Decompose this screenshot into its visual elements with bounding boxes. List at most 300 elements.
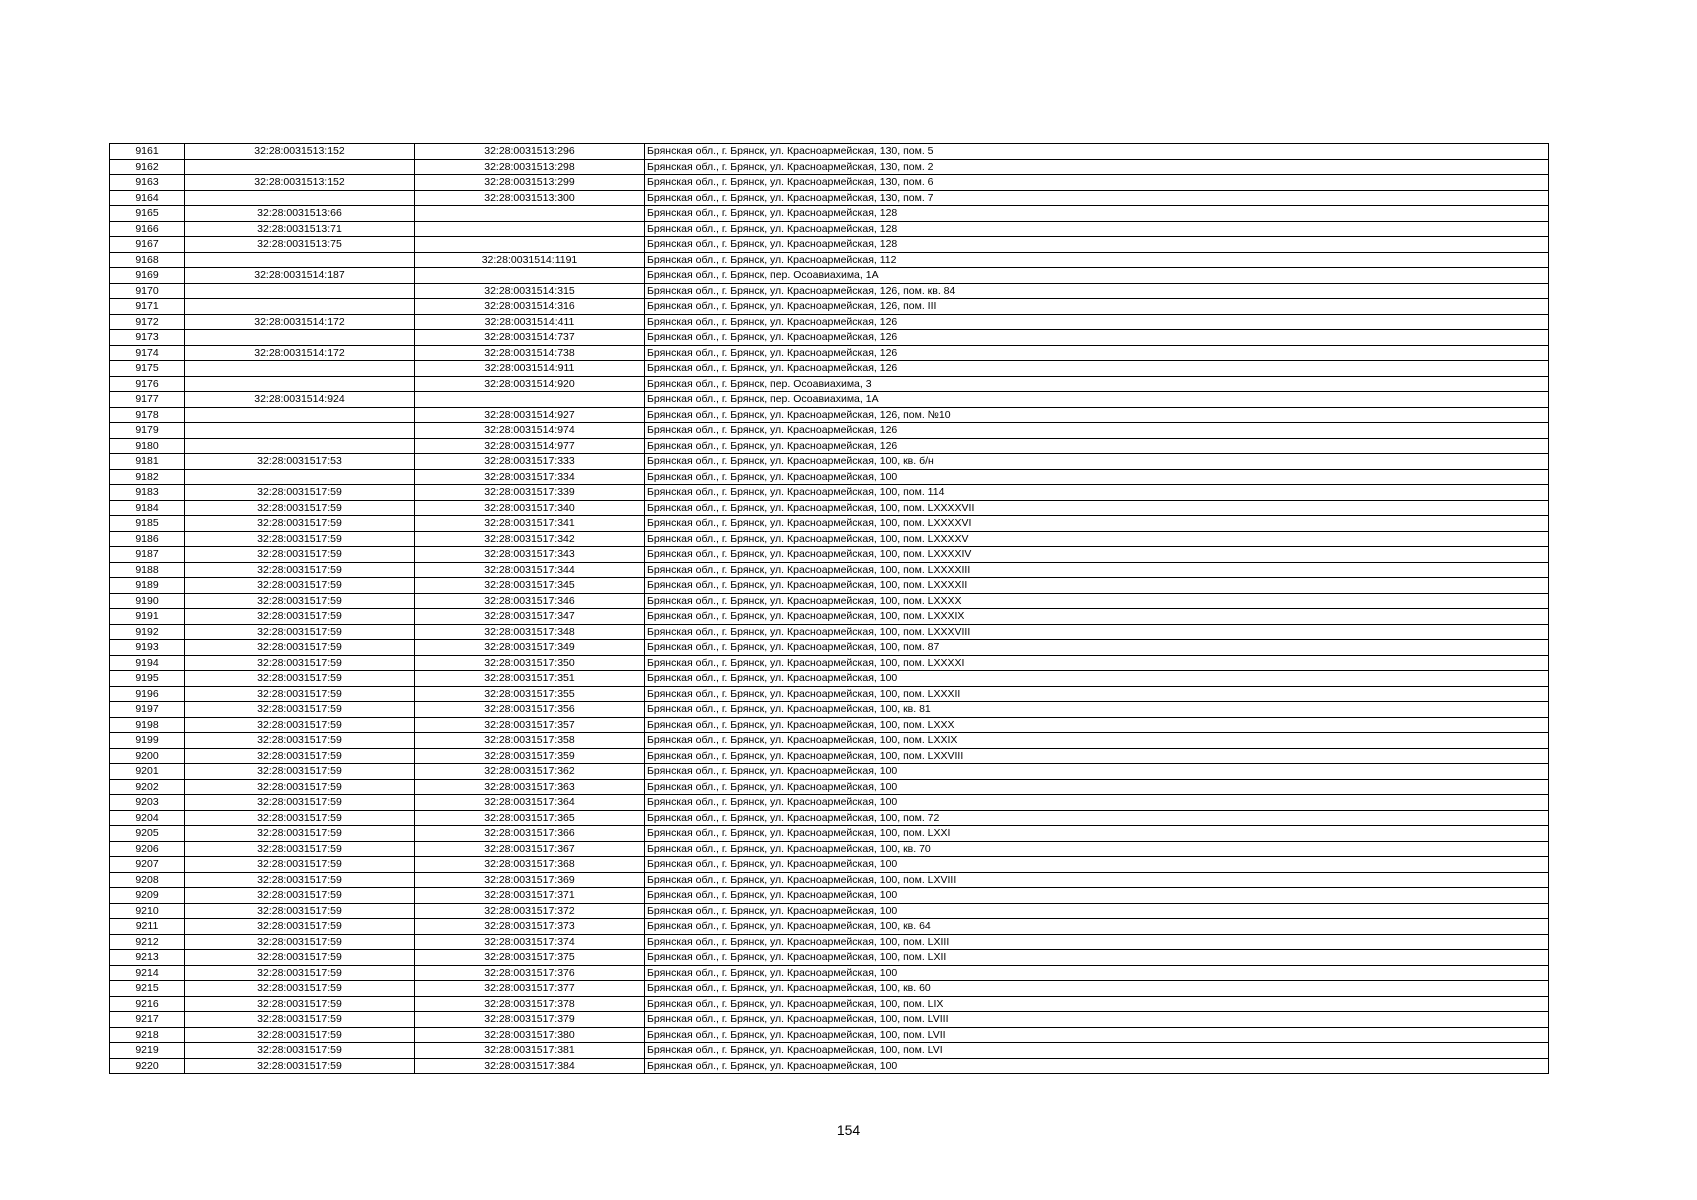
table-row xyxy=(110,345,1549,361)
row-number-cell: 9203 xyxy=(110,795,185,811)
object-number-cell: 32:28:0031514:1191 xyxy=(415,252,645,268)
parcel-number-cell: 32:28:0031517:59 xyxy=(185,671,415,687)
object-number-cell: 32:28:0031517:374 xyxy=(415,934,645,950)
row-number-cell: 9176 xyxy=(110,376,185,392)
object-number-cell: 32:28:0031517:351 xyxy=(415,671,645,687)
parcel-number-cell: 32:28:0031514:172 xyxy=(185,345,415,361)
row-number-cell: 9194 xyxy=(110,655,185,671)
parcel-number-cell: 32:28:0031517:59 xyxy=(185,578,415,594)
row-number-cell: 9204 xyxy=(110,810,185,826)
table-row xyxy=(110,361,1549,377)
object-number-cell: 32:28:0031517:376 xyxy=(415,965,645,981)
object-number-cell: 32:28:0031513:299 xyxy=(415,175,645,191)
object-number-cell: 32:28:0031517:333 xyxy=(415,454,645,470)
address-cell: Брянская обл., г. Брянск, ул. Красноармейская, 100, кв. б/н xyxy=(645,454,1549,470)
row-number-cell: 9164 xyxy=(110,190,185,206)
table-row xyxy=(110,841,1549,857)
row-number-cell: 9202 xyxy=(110,779,185,795)
object-number-cell: 32:28:0031517:369 xyxy=(415,872,645,888)
row-number-cell: 9199 xyxy=(110,733,185,749)
table-row xyxy=(110,469,1549,485)
table-row xyxy=(110,640,1549,656)
object-number-cell: 32:28:0031517:365 xyxy=(415,810,645,826)
page-number: 154 xyxy=(836,1122,861,1138)
parcel-number-cell: 32:28:0031517:59 xyxy=(185,965,415,981)
object-number-cell: 32:28:0031517:356 xyxy=(415,702,645,718)
address-cell: Брянская обл., г. Брянск, ул. Красноармейская, 100, пом. LXII xyxy=(645,950,1549,966)
object-number-cell: 32:28:0031517:373 xyxy=(415,919,645,935)
object-number-cell: 32:28:0031517:380 xyxy=(415,1027,645,1043)
object-number-cell: 32:28:0031517:347 xyxy=(415,609,645,625)
table-row xyxy=(110,810,1549,826)
row-number-cell: 9209 xyxy=(110,888,185,904)
address-cell: Брянская обл., г. Брянск, ул. Красноармейская, 100 xyxy=(645,469,1549,485)
object-number-cell: 32:28:0031513:298 xyxy=(415,159,645,175)
table-row xyxy=(110,671,1549,687)
row-number-cell: 9183 xyxy=(110,485,185,501)
object-number-cell: 32:28:0031514:911 xyxy=(415,361,645,377)
object-number-cell: 32:28:0031517:359 xyxy=(415,748,645,764)
address-cell: Брянская обл., г. Брянск, ул. Красноармейская, 100 xyxy=(645,857,1549,873)
object-number-cell: 32:28:0031517:377 xyxy=(415,981,645,997)
address-cell: Брянская обл., г. Брянск, пер. Осоавиахима, 1А xyxy=(645,392,1549,408)
table-row xyxy=(110,609,1549,625)
table-row xyxy=(110,996,1549,1012)
object-number-cell: 32:28:0031517:378 xyxy=(415,996,645,1012)
row-number-cell: 9162 xyxy=(110,159,185,175)
row-number-cell: 9189 xyxy=(110,578,185,594)
object-number-cell xyxy=(415,392,645,408)
row-number-cell: 9192 xyxy=(110,624,185,640)
object-number-cell: 32:28:0031517:350 xyxy=(415,655,645,671)
address-cell: Брянская обл., г. Брянск, ул. Красноармейская, 100, пом. LXXXIX xyxy=(645,609,1549,625)
table-row xyxy=(110,903,1549,919)
table-row xyxy=(110,392,1549,408)
object-number-cell: 32:28:0031517:346 xyxy=(415,593,645,609)
table-row xyxy=(110,795,1549,811)
row-number-cell: 9168 xyxy=(110,252,185,268)
parcel-number-cell: 32:28:0031517:59 xyxy=(185,795,415,811)
parcel-number-cell xyxy=(185,283,415,299)
table-row xyxy=(110,531,1549,547)
object-number-cell: 32:28:0031514:927 xyxy=(415,407,645,423)
address-cell: Брянская обл., г. Брянск, ул. Красноармейская, 100 xyxy=(645,764,1549,780)
row-number-cell: 9163 xyxy=(110,175,185,191)
row-number-cell: 9201 xyxy=(110,764,185,780)
parcel-number-cell: 32:28:0031517:59 xyxy=(185,547,415,563)
address-cell: Брянская обл., г. Брянск, ул. Красноармейская, 100, пом. LXXXXIV xyxy=(645,547,1549,563)
object-number-cell: 32:28:0031517:367 xyxy=(415,841,645,857)
parcel-number-cell: 32:28:0031517:59 xyxy=(185,996,415,1012)
row-number-cell: 9219 xyxy=(110,1043,185,1059)
object-number-cell: 32:28:0031514:411 xyxy=(415,314,645,330)
row-number-cell: 9187 xyxy=(110,547,185,563)
table-row xyxy=(110,175,1549,191)
parcel-number-cell: 32:28:0031517:59 xyxy=(185,981,415,997)
table-row xyxy=(110,733,1549,749)
address-cell: Брянская обл., г. Брянск, ул. Красноармейская, 126 xyxy=(645,423,1549,439)
address-cell: Брянская обл., г. Брянск, ул. Красноармейская, 100, пом. LXXXX xyxy=(645,593,1549,609)
object-number-cell: 32:28:0031517:345 xyxy=(415,578,645,594)
table-row xyxy=(110,764,1549,780)
table-row xyxy=(110,407,1549,423)
parcel-number-cell: 32:28:0031517:59 xyxy=(185,779,415,795)
row-number-cell: 9184 xyxy=(110,500,185,516)
table-row xyxy=(110,314,1549,330)
row-number-cell: 9178 xyxy=(110,407,185,423)
object-number-cell: 32:28:0031517:381 xyxy=(415,1043,645,1059)
parcel-number-cell: 32:28:0031517:59 xyxy=(185,717,415,733)
parcel-number-cell xyxy=(185,438,415,454)
table-row xyxy=(110,1012,1549,1028)
parcel-number-cell: 32:28:0031517:59 xyxy=(185,593,415,609)
row-number-cell: 9213 xyxy=(110,950,185,966)
parcel-number-cell: 32:28:0031513:71 xyxy=(185,221,415,237)
parcel-number-cell: 32:28:0031517:59 xyxy=(185,872,415,888)
parcel-number-cell: 32:28:0031513:66 xyxy=(185,206,415,222)
address-cell: Брянская обл., г. Брянск, ул. Красноармейская, 100, пом. LXVIII xyxy=(645,872,1549,888)
row-number-cell: 9172 xyxy=(110,314,185,330)
table-row xyxy=(110,500,1549,516)
table-row xyxy=(110,872,1549,888)
object-number-cell: 32:28:0031517:344 xyxy=(415,562,645,578)
parcel-number-cell xyxy=(185,423,415,439)
table-row xyxy=(110,252,1549,268)
document-table xyxy=(109,143,1549,1074)
address-cell: Брянская обл., г. Брянск, ул. Красноармейская, 130, пом. 2 xyxy=(645,159,1549,175)
address-cell: Брянская обл., г. Брянск, ул. Красноармейская, 126, пом. III xyxy=(645,299,1549,315)
parcel-number-cell: 32:28:0031517:59 xyxy=(185,624,415,640)
table-row xyxy=(110,438,1549,454)
object-number-cell: 32:28:0031517:372 xyxy=(415,903,645,919)
table-row xyxy=(110,965,1549,981)
parcel-number-cell: 32:28:0031517:59 xyxy=(185,655,415,671)
row-number-cell: 9165 xyxy=(110,206,185,222)
address-cell: Брянская обл., г. Брянск, ул. Красноармейская, 100 xyxy=(645,1058,1549,1074)
table-row xyxy=(110,748,1549,764)
table-row xyxy=(110,1058,1549,1074)
address-cell: Брянская обл., г. Брянск, ул. Красноармейская, 100, пом. LXXI xyxy=(645,826,1549,842)
row-number-cell: 9161 xyxy=(110,144,185,160)
address-cell: Брянская обл., г. Брянск, ул. Красноармейская, 126 xyxy=(645,314,1549,330)
table-row xyxy=(110,655,1549,671)
row-number-cell: 9215 xyxy=(110,981,185,997)
row-number-cell: 9197 xyxy=(110,702,185,718)
address-cell: Брянская обл., г. Брянск, ул. Красноармейская, 100, кв. 81 xyxy=(645,702,1549,718)
row-number-cell: 9169 xyxy=(110,268,185,284)
object-number-cell: 32:28:0031517:341 xyxy=(415,516,645,532)
table-row xyxy=(110,826,1549,842)
table-row xyxy=(110,190,1549,206)
address-cell: Брянская обл., г. Брянск, ул. Красноармейская, 128 xyxy=(645,237,1549,253)
address-cell: Брянская обл., г. Брянск, ул. Красноармейская, 100 xyxy=(645,671,1549,687)
address-cell: Брянская обл., г. Брянск, ул. Красноармейская, 100, пом. LXXXII xyxy=(645,686,1549,702)
address-cell: Брянская обл., г. Брянск, ул. Красноармейская, 100, пом. 72 xyxy=(645,810,1549,826)
parcel-number-cell: 32:28:0031517:59 xyxy=(185,500,415,516)
row-number-cell: 9214 xyxy=(110,965,185,981)
row-number-cell: 9208 xyxy=(110,872,185,888)
address-cell: Брянская обл., г. Брянск, ул. Красноармейская, 130, пом. 6 xyxy=(645,175,1549,191)
table-row xyxy=(110,702,1549,718)
parcel-number-cell: 32:28:0031517:59 xyxy=(185,826,415,842)
parcel-number-cell: 32:28:0031517:59 xyxy=(185,609,415,625)
row-number-cell: 9170 xyxy=(110,283,185,299)
object-number-cell: 32:28:0031513:296 xyxy=(415,144,645,160)
object-number-cell xyxy=(415,206,645,222)
parcel-number-cell: 32:28:0031517:59 xyxy=(185,934,415,950)
row-number-cell: 9200 xyxy=(110,748,185,764)
object-number-cell: 32:28:0031514:737 xyxy=(415,330,645,346)
table-row xyxy=(110,593,1549,609)
address-cell: Брянская обл., г. Брянск, ул. Красноармейская, 100 xyxy=(645,965,1549,981)
object-number-cell xyxy=(415,268,645,284)
object-number-cell: 32:28:0031517:366 xyxy=(415,826,645,842)
address-cell: Брянская обл., г. Брянск, ул. Красноармейская, 128 xyxy=(645,206,1549,222)
parcel-number-cell: 32:28:0031517:59 xyxy=(185,888,415,904)
address-cell: Брянская обл., г. Брянск, ул. Красноармейская, 100, пом. LXXVIII xyxy=(645,748,1549,764)
row-number-cell: 9171 xyxy=(110,299,185,315)
row-number-cell: 9217 xyxy=(110,1012,185,1028)
address-cell: Брянская обл., г. Брянск, ул. Красноармейская, 100, кв. 70 xyxy=(645,841,1549,857)
row-number-cell: 9166 xyxy=(110,221,185,237)
row-number-cell: 9175 xyxy=(110,361,185,377)
parcel-number-cell: 32:28:0031517:59 xyxy=(185,857,415,873)
address-cell: Брянская обл., г. Брянск, ул. Красноармейская, 100, пом. LXXXVIII xyxy=(645,624,1549,640)
table-row xyxy=(110,578,1549,594)
address-cell: Брянская обл., г. Брянск, ул. Красноармейская, 100, пом. LVII xyxy=(645,1027,1549,1043)
parcel-number-cell: 32:28:0031517:59 xyxy=(185,950,415,966)
table-row xyxy=(110,485,1549,501)
address-cell: Брянская обл., г. Брянск, ул. Красноармейская, 126 xyxy=(645,361,1549,377)
object-number-cell: 32:28:0031517:362 xyxy=(415,764,645,780)
row-number-cell: 9211 xyxy=(110,919,185,935)
object-number-cell: 32:28:0031514:316 xyxy=(415,299,645,315)
table-row xyxy=(110,888,1549,904)
object-number-cell: 32:28:0031517:334 xyxy=(415,469,645,485)
parcel-number-cell: 32:28:0031517:59 xyxy=(185,764,415,780)
table-row xyxy=(110,221,1549,237)
parcel-number-cell: 32:28:0031517:59 xyxy=(185,562,415,578)
address-cell: Брянская обл., г. Брянск, ул. Красноармейская, 130, пом. 7 xyxy=(645,190,1549,206)
address-cell: Брянская обл., г. Брянск, ул. Красноармейская, 100 xyxy=(645,795,1549,811)
object-number-cell: 32:28:0031514:977 xyxy=(415,438,645,454)
parcel-number-cell: 32:28:0031517:59 xyxy=(185,919,415,935)
address-cell: Брянская обл., г. Брянск, ул. Красноармейская, 100, кв. 64 xyxy=(645,919,1549,935)
parcel-number-cell: 32:28:0031513:152 xyxy=(185,175,415,191)
parcel-number-cell: 32:28:0031517:59 xyxy=(185,686,415,702)
address-cell: Брянская обл., г. Брянск, пер. Осоавиахима, 3 xyxy=(645,376,1549,392)
table-row xyxy=(110,299,1549,315)
object-number-cell: 32:28:0031517:339 xyxy=(415,485,645,501)
parcel-number-cell: 32:28:0031517:59 xyxy=(185,903,415,919)
object-number-cell: 32:28:0031517:348 xyxy=(415,624,645,640)
row-number-cell: 9218 xyxy=(110,1027,185,1043)
table-row xyxy=(110,981,1549,997)
address-cell: Брянская обл., г. Брянск, ул. Красноармейская, 112 xyxy=(645,252,1549,268)
table-row xyxy=(110,624,1549,640)
address-cell: Брянская обл., г. Брянск, ул. Красноармейская, 100, пом. LXXX xyxy=(645,717,1549,733)
table-row xyxy=(110,779,1549,795)
address-cell: Брянская обл., г. Брянск, ул. Красноармейская, 100, пом. LXXXXI xyxy=(645,655,1549,671)
parcel-number-cell: 32:28:0031517:59 xyxy=(185,702,415,718)
address-cell: Брянская обл., г. Брянск, ул. Красноармейская, 100, пом. LXXXXVI xyxy=(645,516,1549,532)
table-row xyxy=(110,376,1549,392)
parcel-number-cell xyxy=(185,330,415,346)
row-number-cell: 9186 xyxy=(110,531,185,547)
parcel-number-cell: 32:28:0031517:59 xyxy=(185,748,415,764)
row-number-cell: 9210 xyxy=(110,903,185,919)
address-cell: Брянская обл., г. Брянск, ул. Красноармейская, 126, пом. кв. 84 xyxy=(645,283,1549,299)
table-row xyxy=(110,268,1549,284)
row-number-cell: 9206 xyxy=(110,841,185,857)
address-cell: Брянская обл., г. Брянск, ул. Красноармейская, 100, пом. 114 xyxy=(645,485,1549,501)
object-number-cell: 32:28:0031517:357 xyxy=(415,717,645,733)
object-number-cell: 32:28:0031514:315 xyxy=(415,283,645,299)
address-cell: Брянская обл., г. Брянск, ул. Красноармейская, 100, пом. LIX xyxy=(645,996,1549,1012)
object-number-cell: 32:28:0031517:371 xyxy=(415,888,645,904)
address-cell: Брянская обл., г. Брянск, ул. Красноармейская, 100, пом. LVI xyxy=(645,1043,1549,1059)
table-row xyxy=(110,159,1549,175)
parcel-number-cell xyxy=(185,190,415,206)
table-row xyxy=(110,283,1549,299)
object-number-cell xyxy=(415,237,645,253)
table-row xyxy=(110,547,1549,563)
parcel-number-cell: 32:28:0031517:59 xyxy=(185,1027,415,1043)
object-number-cell: 32:28:0031517:343 xyxy=(415,547,645,563)
parcel-number-cell xyxy=(185,299,415,315)
table-row xyxy=(110,237,1549,253)
table-row xyxy=(110,206,1549,222)
parcel-number-cell: 32:28:0031514:172 xyxy=(185,314,415,330)
object-number-cell: 32:28:0031517:355 xyxy=(415,686,645,702)
object-number-cell xyxy=(415,221,645,237)
table-row xyxy=(110,423,1549,439)
row-number-cell: 9196 xyxy=(110,686,185,702)
parcel-number-cell: 32:28:0031517:59 xyxy=(185,733,415,749)
row-number-cell: 9195 xyxy=(110,671,185,687)
row-number-cell: 9180 xyxy=(110,438,185,454)
table-row xyxy=(110,686,1549,702)
parcel-number-cell: 32:28:0031517:53 xyxy=(185,454,415,470)
row-number-cell: 9179 xyxy=(110,423,185,439)
row-number-cell: 9181 xyxy=(110,454,185,470)
table-row xyxy=(110,1027,1549,1043)
object-number-cell: 32:28:0031517:349 xyxy=(415,640,645,656)
address-cell: Брянская обл., г. Брянск, ул. Красноармейская, 100 xyxy=(645,779,1549,795)
address-cell: Брянская обл., г. Брянск, ул. Красноармейская, 100, пом. LXXXXII xyxy=(645,578,1549,594)
table-row xyxy=(110,717,1549,733)
parcel-number-cell xyxy=(185,252,415,268)
address-cell: Брянская обл., г. Брянск, ул. Красноармейская, 100, пом. LXXIX xyxy=(645,733,1549,749)
parcel-number-cell xyxy=(185,361,415,377)
parcel-number-cell: 32:28:0031517:59 xyxy=(185,1012,415,1028)
parcel-number-cell xyxy=(185,376,415,392)
object-number-cell: 32:28:0031517:375 xyxy=(415,950,645,966)
row-number-cell: 9212 xyxy=(110,934,185,950)
address-cell: Брянская обл., г. Брянск, пер. Осоавиахима, 1А xyxy=(645,268,1549,284)
address-cell: Брянская обл., г. Брянск, ул. Красноармейская, 100, пом. LXXXXIII xyxy=(645,562,1549,578)
address-cell: Брянская обл., г. Брянск, ул. Красноармейская, 100 xyxy=(645,903,1549,919)
object-number-cell: 32:28:0031514:738 xyxy=(415,345,645,361)
parcel-number-cell: 32:28:0031517:59 xyxy=(185,1043,415,1059)
parcel-number-cell: 32:28:0031517:59 xyxy=(185,516,415,532)
parcel-number-cell: 32:28:0031517:59 xyxy=(185,485,415,501)
parcel-number-cell: 32:28:0031517:59 xyxy=(185,841,415,857)
row-number-cell: 9182 xyxy=(110,469,185,485)
row-number-cell: 9190 xyxy=(110,593,185,609)
table-row xyxy=(110,144,1549,160)
address-cell: Брянская обл., г. Брянск, ул. Красноармейская, 126, пом. №10 xyxy=(645,407,1549,423)
object-number-cell: 32:28:0031517:368 xyxy=(415,857,645,873)
table-row xyxy=(110,454,1549,470)
address-cell: Брянская обл., г. Брянск, ул. Красноармейская, 100, пом. 87 xyxy=(645,640,1549,656)
object-number-cell: 32:28:0031513:300 xyxy=(415,190,645,206)
row-number-cell: 9185 xyxy=(110,516,185,532)
row-number-cell: 9205 xyxy=(110,826,185,842)
row-number-cell: 9216 xyxy=(110,996,185,1012)
parcel-number-cell xyxy=(185,469,415,485)
object-number-cell: 32:28:0031517:363 xyxy=(415,779,645,795)
parcel-number-cell: 32:28:0031514:924 xyxy=(185,392,415,408)
row-number-cell: 9193 xyxy=(110,640,185,656)
parcel-number-cell: 32:28:0031517:59 xyxy=(185,640,415,656)
table-row xyxy=(110,950,1549,966)
address-cell: Брянская обл., г. Брянск, ул. Красноармейская, 126 xyxy=(645,330,1549,346)
row-number-cell: 9191 xyxy=(110,609,185,625)
object-number-cell: 32:28:0031517:384 xyxy=(415,1058,645,1074)
row-number-cell: 9220 xyxy=(110,1058,185,1074)
row-number-cell: 9174 xyxy=(110,345,185,361)
object-number-cell: 32:28:0031517:364 xyxy=(415,795,645,811)
table-row xyxy=(110,934,1549,950)
row-number-cell: 9207 xyxy=(110,857,185,873)
table-row xyxy=(110,330,1549,346)
row-number-cell: 9198 xyxy=(110,717,185,733)
object-number-cell: 32:28:0031517:379 xyxy=(415,1012,645,1028)
address-cell: Брянская обл., г. Брянск, ул. Красноармейская, 126 xyxy=(645,438,1549,454)
row-number-cell: 9167 xyxy=(110,237,185,253)
parcel-number-cell: 32:28:0031513:152 xyxy=(185,144,415,160)
address-cell: Брянская обл., г. Брянск, ул. Красноармейская, 126 xyxy=(645,345,1549,361)
parcel-number-cell xyxy=(185,159,415,175)
table-body xyxy=(110,144,1549,1074)
address-cell: Брянская обл., г. Брянск, ул. Красноармейская, 100, пом. LXIII xyxy=(645,934,1549,950)
parcel-number-cell: 32:28:0031514:187 xyxy=(185,268,415,284)
table-row xyxy=(110,919,1549,935)
object-number-cell: 32:28:0031517:340 xyxy=(415,500,645,516)
row-number-cell: 9177 xyxy=(110,392,185,408)
object-number-cell: 32:28:0031517:358 xyxy=(415,733,645,749)
object-number-cell: 32:28:0031514:920 xyxy=(415,376,645,392)
parcel-number-cell xyxy=(185,407,415,423)
object-number-cell: 32:28:0031514:974 xyxy=(415,423,645,439)
address-cell: Брянская обл., г. Брянск, ул. Красноармейская, 100, кв. 60 xyxy=(645,981,1549,997)
table-row xyxy=(110,1043,1549,1059)
parcel-number-cell: 32:28:0031517:59 xyxy=(185,810,415,826)
address-cell: Брянская обл., г. Брянск, ул. Красноармейская, 100, пом. LXXXXVII xyxy=(645,500,1549,516)
address-cell: Брянская обл., г. Брянск, ул. Красноармейская, 128 xyxy=(645,221,1549,237)
object-number-cell: 32:28:0031517:342 xyxy=(415,531,645,547)
table-row xyxy=(110,516,1549,532)
table-row xyxy=(110,562,1549,578)
parcel-number-cell: 32:28:0031517:59 xyxy=(185,531,415,547)
parcel-number-cell: 32:28:0031517:59 xyxy=(185,1058,415,1074)
address-cell: Брянская обл., г. Брянск, ул. Красноармейская, 100, пом. LXXXXV xyxy=(645,531,1549,547)
table-row xyxy=(110,857,1549,873)
address-cell: Брянская обл., г. Брянск, ул. Красноармейская, 100 xyxy=(645,888,1549,904)
address-cell: Брянская обл., г. Брянск, ул. Красноармейская, 100, пом. LVIII xyxy=(645,1012,1549,1028)
address-cell: Брянская обл., г. Брянск, ул. Красноармейская, 130, пом. 5 xyxy=(645,144,1549,160)
